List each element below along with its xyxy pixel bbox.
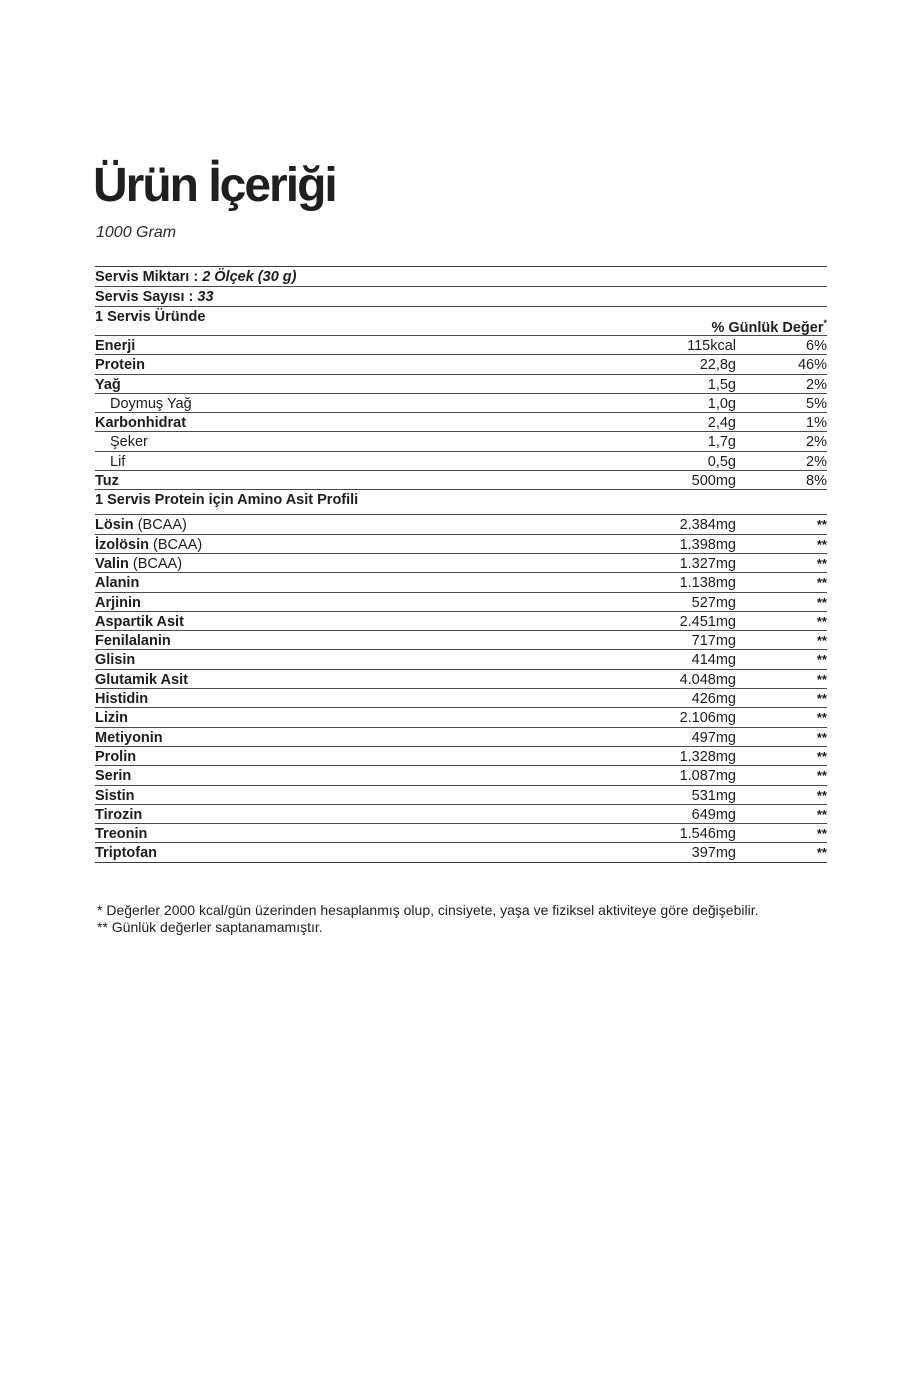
amino-daily-value: ** (816, 517, 827, 533)
amino-name (95, 709, 128, 727)
amino-name-text: İzolösin (95, 536, 149, 553)
nutrient-name: Yağ (95, 376, 121, 393)
nutrient-daily-value: 46% (797, 357, 827, 374)
nutrition-row (95, 375, 827, 394)
nutrient-name: Protein (95, 357, 145, 374)
amino-daily-value: ** (816, 826, 827, 842)
nutrient-name: Lif (110, 453, 126, 470)
amino-row (95, 573, 827, 592)
amino-daily-value: ** (816, 845, 827, 861)
amino-row (95, 805, 827, 824)
serving-size-label (95, 268, 296, 286)
daily-value-header (711, 314, 827, 337)
nutrient-amount: 1,7g (707, 434, 736, 451)
amino-row (95, 631, 827, 650)
nutrient-amount: 1,0g (707, 395, 736, 412)
amino-row (95, 843, 827, 862)
nutrient-amount: 2,4g (707, 415, 736, 432)
amino-daily-value: ** (816, 729, 827, 745)
amino-name-text: Glutamik Asit (95, 671, 188, 688)
nutrition-header-row (95, 307, 827, 336)
amino-amount: 497mg (691, 729, 736, 746)
amino-name-text: Lösin (95, 517, 134, 534)
footnotes (97, 902, 758, 936)
amino-amount: 531mg (691, 787, 736, 804)
amino-daily-value: ** (816, 633, 827, 649)
amino-daily-value: ** (816, 671, 827, 687)
amino-amount: 2.106mg (679, 710, 736, 727)
amino-daily-value: ** (816, 594, 827, 610)
amino-row (95, 612, 827, 631)
nutrition-row (95, 413, 827, 432)
nutrient-amount: 22,8g (699, 357, 736, 374)
amino-name (95, 555, 182, 573)
amino-amount: 414mg (691, 652, 736, 669)
page-title: Ürün İçeriği (93, 159, 336, 212)
nutrition-row (95, 471, 827, 490)
nutrient-amount: 115kcal (687, 338, 736, 354)
amino-name-text: Arjinin (95, 594, 141, 611)
amino-name-text: Lizin (95, 710, 129, 727)
amino-daily-value: ** (816, 691, 827, 707)
nutrient-daily-value: 2% (806, 376, 827, 393)
amino-row (95, 515, 827, 534)
amino-name-suffix: (BCAA) (148, 536, 203, 553)
amino-name (95, 729, 163, 747)
nutrient-amount: 1,5g (707, 376, 736, 393)
nutrition-header-label: 1 Servis Üründe (95, 309, 206, 325)
amino-amount: 1.546mg (679, 826, 736, 843)
amino-name-text: Metiyonin (95, 729, 163, 746)
amino-row (95, 593, 827, 612)
serving-size-row (95, 267, 827, 287)
amino-name (95, 574, 139, 592)
amino-daily-value: ** (816, 575, 827, 591)
amino-daily-value: ** (816, 555, 827, 571)
nutrition-row (95, 394, 827, 413)
package-weight: 1000 Gram (96, 224, 177, 241)
nutrient-name: Tuz (95, 473, 119, 490)
amino-name (95, 806, 142, 824)
nutrient-name: Karbonhidrat (95, 415, 187, 432)
amino-row (95, 650, 827, 669)
amino-name-text: Tirozin (95, 806, 143, 823)
nutrient-name: Doymuş Yağ (110, 395, 192, 412)
nutrient-daily-value: 2% (806, 453, 827, 470)
amino-header-row (95, 490, 827, 515)
serving-count-label (95, 288, 214, 306)
amino-name-text: Treonin (95, 826, 148, 843)
serving-count-label-text: Servis Sayısı : (95, 289, 198, 305)
amino-name (95, 651, 135, 669)
serving-size-value: 2 Ölçek (30 g) (202, 269, 297, 285)
serving-size-label-text: Servis Miktarı : (95, 269, 203, 285)
amino-amount: 2.451mg (679, 613, 736, 630)
amino-name (95, 613, 184, 631)
amino-daily-value: ** (816, 536, 827, 552)
footnote-daily-value: * Değerler 2000 kcal/gün üzerinden hesaplanmış olup, cinsiyete, yaşa ve fiziksel aktiviteye göre değişebilir. (97, 902, 759, 918)
amino-row (95, 689, 827, 708)
amino-amount: 1.087mg (679, 768, 736, 785)
amino-name-text: Alanin (95, 575, 140, 592)
amino-amount: 1.327mg (679, 555, 736, 572)
amino-name-text: Fenilalanin (95, 633, 171, 650)
serving-count-value: 33 (197, 289, 214, 305)
amino-name (95, 536, 202, 554)
nutrient-name: Şeker (110, 434, 148, 451)
amino-name-text: Sistin (95, 787, 135, 804)
amino-row (95, 554, 827, 573)
amino-daily-value: ** (816, 613, 827, 629)
amino-name (95, 632, 171, 650)
amino-name (95, 787, 134, 805)
amino-amount: 426mg (691, 691, 736, 708)
nutrient-name: Enerji (95, 338, 136, 354)
amino-amount: 717mg (691, 633, 736, 650)
daily-value-footnote-mark: * (823, 318, 827, 328)
amino-name-text: Prolin (95, 748, 137, 765)
amino-daily-value: ** (816, 806, 827, 822)
amino-row (95, 728, 827, 747)
amino-name (95, 825, 147, 843)
amino-name-text: Valin (95, 555, 129, 572)
serving-count-row (95, 287, 827, 307)
amino-name (95, 594, 141, 612)
amino-name-text: Glisin (95, 652, 136, 669)
footnote-undetermined: ** Günlük değerler saptanamamıştır. (97, 919, 323, 935)
nutrient-daily-value: 8% (806, 473, 827, 490)
amino-name (95, 748, 136, 766)
amino-amount: 2.384mg (679, 517, 736, 534)
amino-amount: 397mg (691, 845, 736, 862)
amino-daily-value: ** (816, 748, 827, 764)
amino-name (95, 767, 131, 785)
amino-name (95, 844, 157, 862)
amino-name (95, 671, 188, 689)
nutrition-row (95, 432, 827, 451)
amino-amount: 1.138mg (679, 575, 736, 592)
nutrition-row (95, 452, 827, 471)
nutrition-row (95, 336, 827, 355)
amino-name (95, 690, 148, 708)
nutrient-daily-value: 5% (806, 395, 827, 412)
amino-name-text: Histidin (95, 691, 149, 708)
amino-name-suffix: (BCAA) (133, 517, 187, 534)
amino-daily-value: ** (816, 652, 827, 668)
amino-row (95, 747, 827, 766)
nutrition-table (95, 266, 827, 863)
amino-amount: 649mg (691, 806, 736, 823)
daily-value-header-text: % Günlük Değer (711, 320, 824, 336)
amino-name-suffix: (BCAA) (128, 555, 183, 572)
amino-row (95, 535, 827, 554)
amino-amount: 1.328mg (679, 748, 736, 765)
nutrient-amount: 0,5g (707, 453, 736, 470)
amino-row (95, 708, 827, 727)
nutrient-amount: 500mg (691, 473, 736, 490)
amino-row (95, 824, 827, 843)
amino-name (95, 516, 187, 534)
amino-name-text: Triptofan (95, 845, 158, 862)
amino-amount: 527mg (691, 594, 736, 611)
amino-row (95, 670, 827, 689)
amino-row (95, 786, 827, 805)
amino-header-label: 1 Servis Protein için Amino Asit Profili (95, 492, 359, 509)
amino-rows (95, 515, 827, 862)
nutrient-daily-value: 1% (806, 415, 827, 432)
amino-name-text: Aspartik Asit (95, 613, 184, 630)
amino-daily-value: ** (816, 787, 827, 803)
amino-amount: 4.048mg (679, 671, 736, 688)
nutrient-daily-value: 2% (806, 434, 827, 451)
nutrient-daily-value: 6% (806, 338, 827, 354)
amino-name-text: Serin (95, 768, 132, 785)
amino-daily-value: ** (816, 710, 827, 726)
nutrition-row (95, 355, 827, 374)
nutrition-rows (95, 336, 827, 490)
amino-row (95, 766, 827, 785)
amino-daily-value: ** (816, 768, 827, 784)
amino-amount: 1.398mg (679, 536, 736, 553)
